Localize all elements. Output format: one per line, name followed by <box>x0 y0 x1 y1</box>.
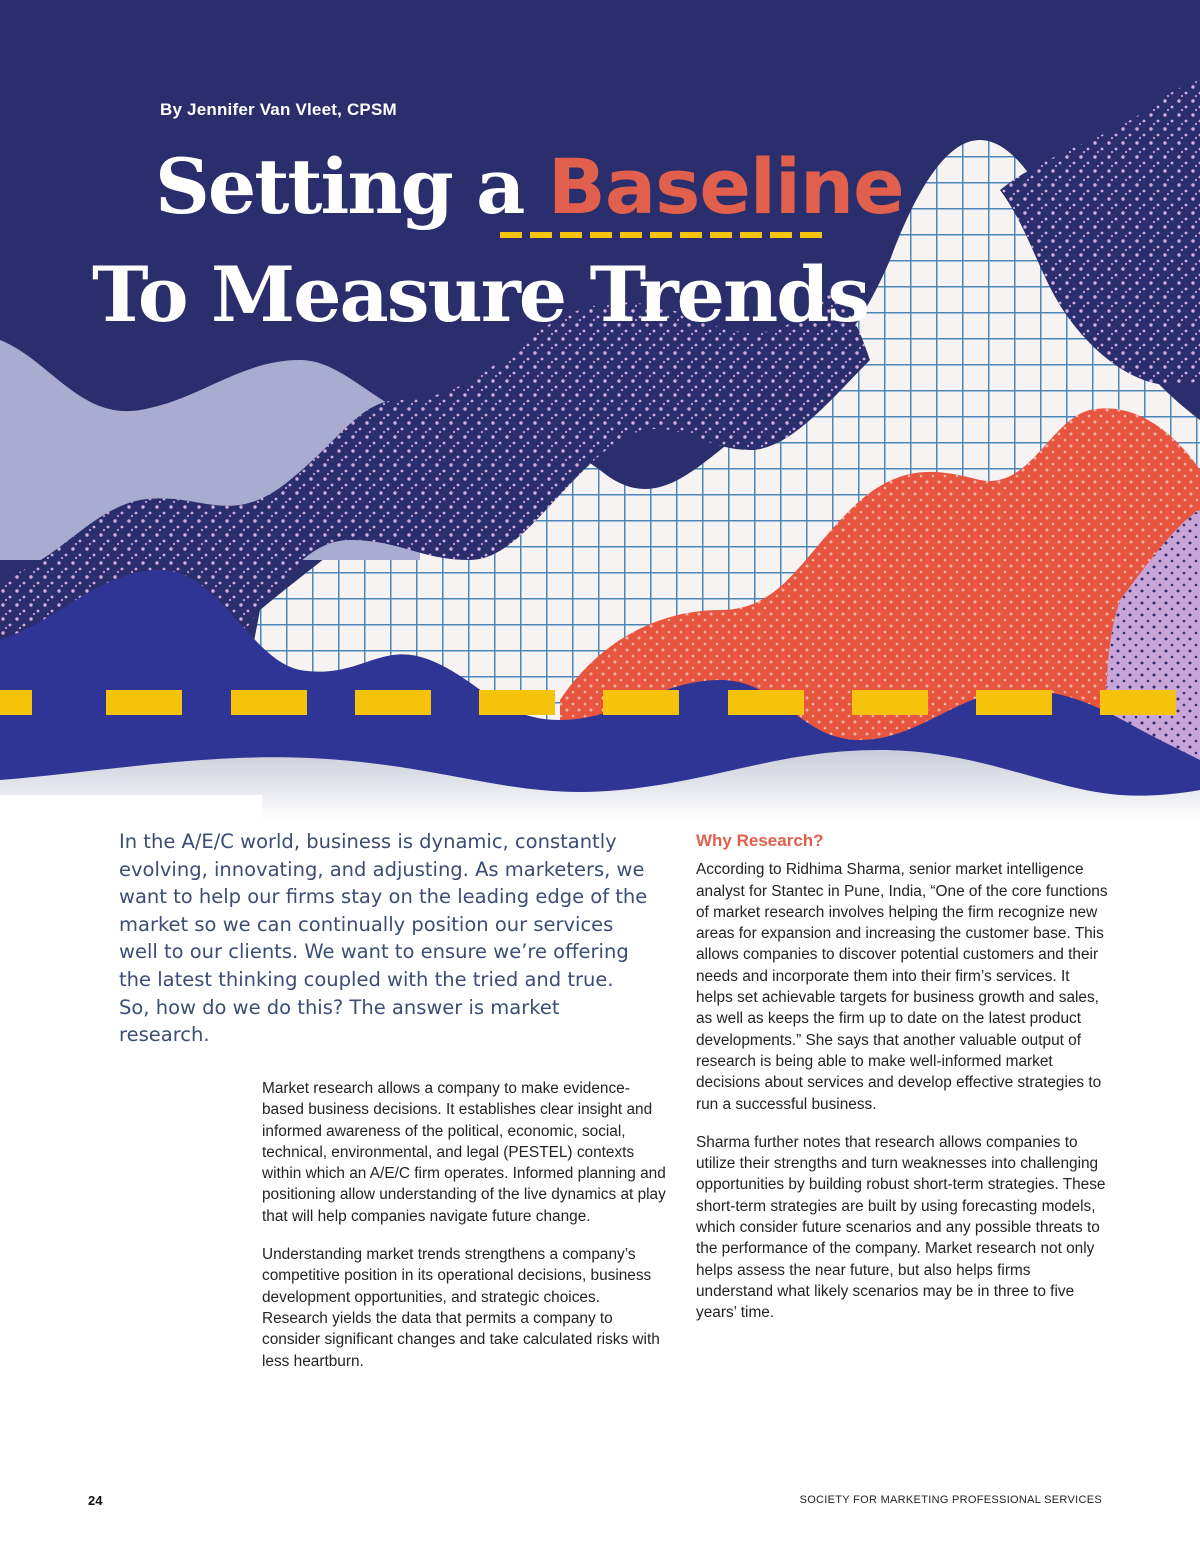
middle-column <box>262 1078 670 1389</box>
headline-line-1 <box>155 142 904 231</box>
publication-name: SOCIETY FOR MARKETING PROFESSIONAL SERVICES <box>799 1494 1102 1506</box>
headline-accent-word: Baseline <box>547 142 904 231</box>
right-paragraph-1: According to Ridhima Sharma, senior market intelligence analyst for Stantec in Pune, India, “One of the core functions of market research involves helping the firm recognize new areas for expansion and increasing the customer base. This allows companies to discover potential customers and their needs and incorporate them into their firm’s services. It helps set achievable targets for business growth and sales, as well as keeps the firm up to date on the latest product developments.” She says that another valuable output of research is being able to make well-informed market decisions about services and develop effective strategies to run a successful business. <box>696 861 1108 1113</box>
right-paragraph-2: Sharma further notes that research allows companies to utilize their strengths and turn weaknesses into challenging opportunities by building robust short-term strategies. These short-term strategies are built by using forecasting models, which consider future scenarios and any possible threats to the performance of the company. Market research not only helps assess the near future, but also helps firms understand what likely scenarios may be in three to five years’ time. <box>696 1133 1106 1322</box>
right-column <box>696 830 1110 1341</box>
lead-paragraph <box>119 828 649 1049</box>
headline-prefix: Setting a <box>155 142 548 231</box>
headline-line-2: To Measure Trends <box>92 250 869 339</box>
section-heading: Why Research? <box>696 831 824 850</box>
middle-paragraph-2: Understanding market trends strengthens a company’s competitive position in its operational decisions, business development opportunities, and strategic choices. Research yields the data that permits a company to consider significant changes and take calculated risks with less heartburn. <box>262 1246 660 1370</box>
middle-paragraph-1: Market research allows a company to make evidence-based business decisions. It establishes clear insight and informed awareness of the political, economic, social, technical, environmental, and legal (PESTEL) contexts within which an A/E/C firm operates. Informed planning and positioning allow understanding of the live dynamics at play that will help companies navigate future change. <box>262 1080 666 1225</box>
page-number: 24 <box>88 1493 103 1508</box>
lead-text: In the A/E/C world, business is dynamic, constantly evolving, innovating, and adjusting. As marketers, we want to help our firms stay on the leading edge of the market so we can continually position our services well to our clients. We want to ensure we’re offering the latest thinking coupled with the tried and true. So, how do we do this? The answer is market research. <box>119 830 648 1047</box>
headline-underline-dashes <box>500 232 822 238</box>
byline: By Jennifer Van Vleet, CPSM <box>160 100 397 119</box>
